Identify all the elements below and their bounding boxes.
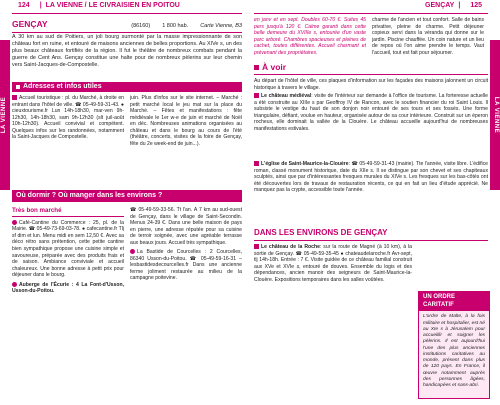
monument-icon [254, 93, 259, 98]
population: 1 800 hab. [162, 23, 189, 29]
separator: | [39, 2, 42, 10]
cheap-subheading: Très bon marché [12, 207, 124, 217]
postcode: (86160) [131, 23, 151, 29]
charity-box-text: L'ordre de Malte, à la fois militaire et hospitalier, est né au XIe s à Jérusalem pour accueillir et soigner les pèlerins. Il est aujourd'hui l'une des plus anciennes institutions caritatives au monde, présent dans plus de 120 pays. En France, il œuvre notamment auprès des personnes âgées, handicapées et sans-abri. [423, 314, 485, 389]
env-heading: DANS LES ENVIRONS DE GENÇAY [254, 228, 488, 241]
running-head-text: GENÇAY [425, 2, 455, 10]
roche-text: : sur la route de Magné (à 10 km), à la sortie de Gençay. ☎ 05-49-59-35-45 ● chateaudelaroche.fr Avr-sept, tlj 14h-18h. Entrée : 7 €. Visite guidée de ce château familial construit aux XVe et XVIe s, entouré de douves. Ensemble du logis et des dépendances, ancien manoir des seigneurs de Saint-Maurice-la-Clouère. Expositions temporaires dans les salles voûtées. [254, 244, 412, 283]
hotel-icon [12, 282, 17, 287]
square-icon [254, 65, 259, 70]
info-bar-title: Adresses et infos utiles [23, 82, 102, 90]
chateau-title: Le château médiéval [261, 93, 312, 99]
town-name: GENÇAY [12, 19, 48, 29]
see-intro: Au départ de l'hôtel de ville, ces plaques d'information sur les façades des maisons jalonnent un circuit historique à travers le village. [254, 78, 488, 91]
restaurant-icon [12, 220, 17, 225]
charity-box [418, 291, 490, 399]
see-heading-text: À voir [262, 62, 287, 72]
bastide-entry [130, 249, 242, 282]
page-number: 125 [470, 2, 482, 10]
chateau-text: : visite de l'intérieur sur demande à l'office de tourisme. La forteresse actuelle a été construite au XIIIe s par Geoffroy IV de Rancon, avec le soutien financier du roi Saint Louis. Il subsiste le vestige du haut de son donjon noir entouré de ses tours et ses fossés. Une forme triangulaire, défiant, voulue en hauteur, organisée autour de sa cour intérieure. Construit sur un éperon rocheux, elle dominait la vallée de la Clouère. Le château accueille aujourd'hui de nombreuses manifestations estivales. [254, 93, 488, 132]
side-tab-label: LA VIENNE [1, 96, 8, 134]
bastide-text: La Bastide de Courcelles : 2 Courcelles, 86340 Usson-du-Poitou. ☎ 05-49-59-16-31 – lesbastidesdecourcelles.fr Dans une ancienne ferme joliment restaurée au milieu de la campagne poitevine. [130, 249, 242, 282]
info-text-1: Accueil touristique : pl. du Marché, à droite en entrant dans l'hôtel de ville. ☎ 05-49-59-31-43. ● cieuxtourisme.fr Lun 14h-18h30, mar-ven 9h-12h30, 14h-18h30, sam 9h-12h30 (slt juil-août 10h-12h30). Accueil convivial et compétent. Quelques infos sur les randonnées, notamment la Saint-Jacques de Compostelle. [12, 95, 124, 141]
square-icon [16, 85, 20, 89]
eglise-text: : ☎ 05-49-59-31-43 (mairie). Tte l'année, visite libre. L'édifice roman, classé monument historique, date du XIIe s. Il se distingue par son chevet et ses chapiteaux sculptés, ainsi que par d'intéressantes fresques murales du XIVe s. Les fresques sur les bas-côtés ont été découvertes lors de travaux de restauration récents, ce qui en fait un lieu d'étude apprécié. Ne manquez pas la crypte, accessible toute l'année. [254, 161, 488, 194]
info-text-2: juin. Plus d'infos sur le site internet. – Marché : petit marché local le jeu mat sur la place du Marché. – Fêtes et manifestations : fête médiévale le 1er w-e de juin et marché de Noël en déc. Nombreuses animations organisées au château et dans le bourg au cours de l'été (théâtre, concerts, visites de la foire de Gençay, fête du 2e week-end de juin...). [130, 95, 242, 147]
map-ref: Carte Vienne, B3 [200, 23, 242, 29]
town-heading [12, 19, 242, 33]
auberge-text: Auberge de l'Écurie : 4 La Font-d'Usson, Usson-du-Poitou. [12, 281, 124, 295]
running-head-text: LA VIENNE / LE CIVRAISIEN EN POITOU [45, 2, 180, 10]
eglise-title: L'église de Saint-Maurice-la-Clouère [261, 161, 349, 167]
top-text-right: charme de l'ancien et tout confort. Salle de bains privative, pleine de charme. Petit déjeuner copieux servi dans la véranda qui donne sur le jardin. Piscine chauffée. Un coin nature et un lieu de repos où l'on aime prendre le temps. Vaut l'accueil, tout est fait pour séjourner. [372, 17, 484, 55]
where-bar-title: Où dormir ? Où manger dans les environs ? [16, 191, 163, 199]
side-tab-left [0, 40, 10, 190]
roche-entry [254, 244, 412, 402]
town-intro: À 30 km au sud de Poitiers, un joli bourg surmonté par la masse impressionnante de son château fort en ruine, et entouré de maisons anciennes de belles proportions. Au XIVe s, un des plus beaux châteaux fortifiés de la région. Il fut le théâtre de nombreux combats pendant la guerre de Cent Ans. Gençay constitue une halte pour de nombreux pèlerins sur leur chemin vers Saint-Jacques-de-Compostelle. [12, 34, 242, 68]
hotel-icon [130, 249, 135, 254]
eglise-entry [254, 161, 488, 223]
right-col-left-page [130, 207, 242, 402]
page-number: 124 [18, 2, 30, 10]
cantine-text: Café-Cantine du Commerce : 25, pl. de la Mairie. ☎ 05-49-73-69-03-78. ● cafecantine.fr Tlj sf dim et lun. Menu midi en sem 12,50 €. Avec sa déco rétro sans prétention, cette petite cantine bien sympathique propose une cuisine simple et savoureuse, préparée avec des produits frais et de saison. Ambiance conviviale et accueil chaleureux. Une bonne adresse à petit prix pour déjeuner dans le bourg. [12, 219, 124, 279]
side-tab-right [490, 40, 500, 190]
top-text-left: en janv et en sept. Doubles 60-70 €. Suites 45 pers jusqu'à 120 €. Calme garanti dans cette belle demeure du XVIIIe s, entourée d'un vaste parc arboré. Chambres spacieuses et pleines de cachet, toutes différentes. Accueil charmant et prévenant des propriétaires. [254, 17, 366, 55]
chateau-entry [254, 93, 488, 159]
cheap-col [12, 207, 124, 402]
cantine-entry [12, 220, 124, 279]
monument-icon [254, 244, 259, 249]
charity-box-title: UN ORDRE CARITATIF [419, 292, 489, 311]
info-icon [12, 95, 17, 100]
monument-icon [254, 161, 259, 166]
running-head-left [12, 0, 242, 14]
town-meta [131, 23, 242, 30]
separator: | [458, 2, 461, 10]
right-page [250, 0, 500, 405]
see-heading [254, 62, 488, 75]
running-head-right [254, 0, 488, 14]
side-tab-label: LA VIENNE [492, 96, 499, 134]
auberge-entry [12, 282, 124, 295]
info-col-2 [130, 95, 242, 185]
where-bar [12, 190, 242, 202]
continued-text: ☎ 05-49-59-33-56. Tt l'an. À 7 km au sud-ouest de Gençay, dans le village de Saint-Secondin. Menus 24-39 €. Dans une belle maison de pays en pierre, une adresse réputée pour sa cuisine de terroir soignée, avec une agréable terrasse aux beaux jours. Accueil très sympathique. [130, 207, 242, 246]
info-col-1 [12, 95, 124, 185]
roche-title: Le château de la Roche [261, 244, 320, 250]
info-bar [12, 82, 242, 92]
